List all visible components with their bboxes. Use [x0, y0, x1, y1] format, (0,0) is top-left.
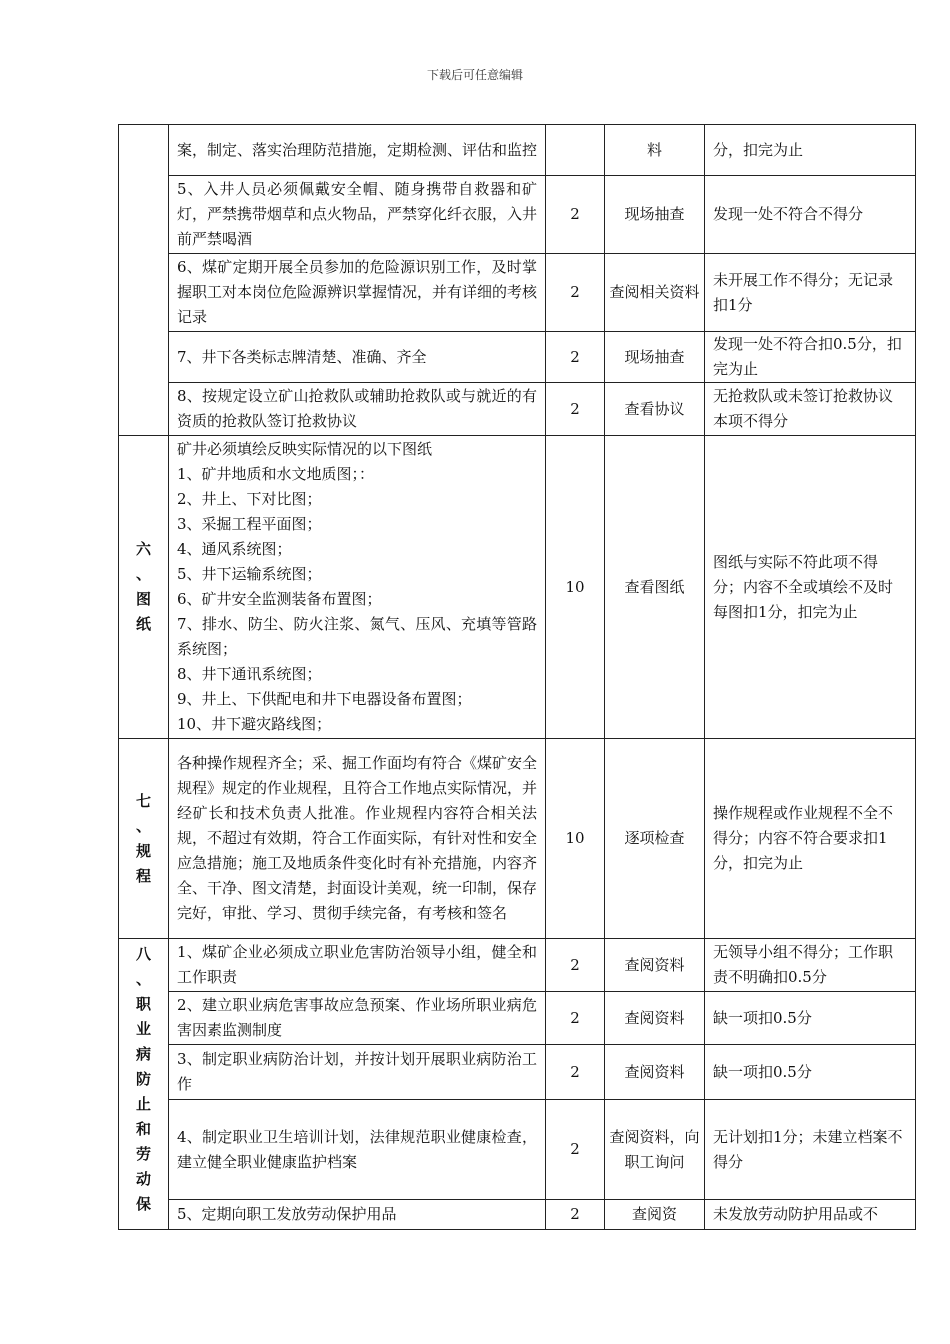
item-method: 查看图纸	[605, 436, 705, 739]
table-row	[119, 992, 916, 1045]
item-method: 查阅资料	[605, 939, 705, 992]
item-score: 2	[546, 332, 605, 383]
item-content: 各种操作规程齐全；采、掘工作面均有符合《煤矿安全规程》规定的作业规程，且符合工作地点实际情况，并经矿长和技术负责人批准。作业规程内容符合相关法规，不超过有效期，符合工作面实际，有针对性和安全应急措施；施工及地质条件变化时有补充措施，内容齐全、干净、图文清楚，封面设计美观，统一印制，保存完好，审批、学习、贯彻手续完备，有考核和签名	[169, 739, 546, 939]
item-score: 2	[546, 992, 605, 1045]
item-content: 2、建立职业病危害事故应急预案、作业场所职业病危害因素监测制度	[169, 992, 546, 1045]
item-content: 5、入井人员必须佩戴安全帽、随身携带自救器和矿灯，严禁携带烟草和点火物品，严禁穿化纤衣服，入井前严禁喝酒	[169, 176, 546, 254]
table-row	[119, 176, 916, 254]
item-method: 现场抽查	[605, 176, 705, 254]
item-content: 案，制定、落实治理防范措施，定期检测、评估和监控	[169, 125, 546, 176]
section-drawings: 六 、 图 纸	[119, 436, 169, 739]
item-criteria: 图纸与实际不符此项不得分；内容不全或填绘不及时每图扣1分，扣完为止	[705, 436, 916, 739]
item-method: 现场抽查	[605, 332, 705, 383]
item-score: 10	[546, 436, 605, 739]
section-cell-empty	[119, 125, 169, 436]
item-method: 查阅资料，向职工询问	[605, 1100, 705, 1200]
table-row	[119, 739, 916, 939]
item-score: 2	[546, 1200, 605, 1230]
item-criteria: 未发放劳动防护用品或不	[705, 1200, 916, 1230]
item-score: 2	[546, 939, 605, 992]
item-criteria: 未开展工作不得分；无记录扣1分	[705, 254, 916, 332]
item-method: 查阅资	[605, 1200, 705, 1230]
item-criteria: 缺一项扣0.5分	[705, 992, 916, 1045]
item-criteria: 无领导小组不得分；工作职责不明确扣0.5分	[705, 939, 916, 992]
item-criteria: 缺一项扣0.5分	[705, 1045, 916, 1100]
item-content-drawings: 矿井必须填绘反映实际情况的以下图纸 1、矿井地质和水文地质图；： 2、井上、下对比图； 3、采掘工程平面图； 4、通风系统图； 5、井下运输系统图； 6、矿井安全监测装备布置图； 7、排水、防尘、防火注浆、氮气、压风、充填等管路系统图； 8、井下通讯系统图； 9、井上、下供配电和井下电器设备布置图； 10、井下避灾路线图；	[169, 436, 546, 739]
table-row	[119, 939, 916, 992]
item-method: 料	[605, 125, 705, 176]
item-content: 6、煤矿定期开展全员参加的危险源识别工作，及时掌握职工对本岗位危险源辨识掌握情况，并有详细的考核记录	[169, 254, 546, 332]
section-occupational-health: 八 、 职 业 病 防 止 和 劳 动 保	[119, 939, 169, 1230]
item-method: 查阅资料	[605, 992, 705, 1045]
item-content: 7、井下各类标志牌清楚、准确、齐全	[169, 332, 546, 383]
item-score: 2	[546, 383, 605, 436]
safety-inspection-table	[118, 124, 916, 1230]
item-criteria: 发现一处不符合扣0.5分，扣完为止	[705, 332, 916, 383]
item-score: 10	[546, 739, 605, 939]
item-method: 逐项检查	[605, 739, 705, 939]
item-score: 2	[546, 254, 605, 332]
item-criteria: 操作规程或作业规程不全不得分；内容不符合要求扣1分，扣完为止	[705, 739, 916, 939]
item-criteria: 无计划扣1分；未建立档案不得分	[705, 1100, 916, 1200]
table-row	[119, 383, 916, 436]
item-method: 查看协议	[605, 383, 705, 436]
item-criteria: 分，扣完为止	[705, 125, 916, 176]
item-method: 查阅相关资料	[605, 254, 705, 332]
item-content: 1、煤矿企业必须成立职业危害防治领导小组，健全和工作职责	[169, 939, 546, 992]
item-score: 2	[546, 176, 605, 254]
item-score: 2	[546, 1045, 605, 1100]
table-row	[119, 1100, 916, 1200]
table-row	[119, 436, 916, 739]
item-criteria: 发现一处不符合不得分	[705, 176, 916, 254]
item-score: 2	[546, 1100, 605, 1200]
item-content: 8、按规定设立矿山抢救队或辅助抢救队或与就近的有资质的抢救队签订抢救协议	[169, 383, 546, 436]
table-row	[119, 254, 916, 332]
table-row	[119, 1045, 916, 1100]
section-regulations: 七 、 规 程	[119, 739, 169, 939]
item-criteria: 无抢救队或未签订抢救协议本项不得分	[705, 383, 916, 436]
item-method: 查阅资料	[605, 1045, 705, 1100]
item-content: 4、制定职业卫生培训计划，法律规范职业健康检查，建立健全职业健康监护档案	[169, 1100, 546, 1200]
page-header-note: 下载后可任意编辑	[426, 68, 523, 82]
table-row	[119, 1200, 916, 1230]
item-content: 5、定期向职工发放劳动保护用品	[169, 1200, 546, 1230]
table-row	[119, 332, 916, 383]
item-content: 3、制定职业病防治计划，并按计划开展职业病防治工作	[169, 1045, 546, 1100]
table-row	[119, 125, 916, 176]
item-score	[546, 125, 605, 176]
